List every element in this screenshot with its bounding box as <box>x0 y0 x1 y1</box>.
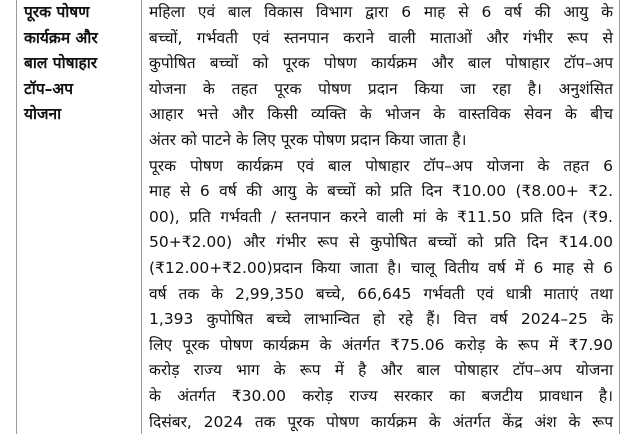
scheme-title-line: योजना <box>24 105 62 124</box>
paragraph-line: 50+₹2.00) और गंभीर रूप से कुपोषित बच्चों को प्रति दिन ₹14.00 <box>149 233 613 252</box>
paragraph-line: अंतर को पाटने के लिए पूरक पोषण प्रदान किया जाता है। <box>149 130 467 149</box>
paragraph-line: करोड़ राज्य भाग के रूप में है और बाल पोषाहार टॉप–अप योजना <box>149 361 613 380</box>
paragraph-line: 1,393 कुपोषित बच्चे लाभान्वित हो रहे हैं। वित्त वर्ष 2024–25 के <box>149 310 613 329</box>
paragraph-line: लिए पूरक पोषण कार्यक्रम के अंतर्गत ₹75.06 करोड़ के रूप में ₹7.90 <box>149 335 613 354</box>
scheme-title-line: बाल पोषाहार <box>24 54 98 73</box>
paragraph-line: बच्चों, गर्भवती एवं स्तनपान कराने वाली माताओं और गंभीर रूप से <box>149 28 613 47</box>
scheme-description-cell <box>149 0 613 434</box>
paragraph-line: के अंतर्गत ₹30.00 करोड़ राज्य सरकार का बजटीय प्रावधान है। <box>149 386 613 405</box>
scheme-table <box>16 0 620 434</box>
paragraph-line: योजना के तहत पूरक पोषण प्रदान किया जा रहा है। अनुशंसित <box>149 79 613 98</box>
scheme-title-line: टॉप–अप <box>24 79 74 98</box>
paragraph-line: महिला एवं बाल विकास विभाग द्वारा 6 माह से 6 वर्ष की आयु के <box>149 3 613 21</box>
scheme-title-line: पूरक पोषण <box>24 3 90 21</box>
description-paragraph-2 <box>149 154 613 434</box>
paragraph-line: दिसंबर, 2024 तक पूरक पोषण कार्यक्रम के अंतर्गत केंद्र अंश के रूप <box>149 412 613 431</box>
scheme-title-line: कार्यक्रम और <box>24 28 98 47</box>
paragraph-line: आहार भत्ते और किसी व्यक्ति के भोजन के वास्तविक सेवन के बीच <box>149 105 613 124</box>
column-divider <box>141 0 142 434</box>
paragraph-line: वर्ष तक के 2,99,350 बच्चे, 66,645 गर्भवती एवं धात्री माताएं तथा <box>149 284 613 303</box>
paragraph-line: पूरक पोषण कार्यक्रम एवं बाल पोषाहार टॉप–अप योजना के तहत 6 <box>149 156 613 175</box>
scheme-title-cell <box>24 0 136 128</box>
paragraph-line: 00), प्रति गर्भवती / स्तनपान करने वाली मां के ₹11.50 प्रति दिन (₹9. <box>149 207 613 226</box>
description-paragraph-1 <box>149 0 613 154</box>
paragraph-line: (₹12.00+₹2.00)प्रदान किया जाता है। चालू वितीय वर्ष में 6 माह से 6 <box>149 258 613 277</box>
paragraph-line: कुपोषित बच्चों को पूरक पोषण कार्यक्रम और बाल पोषाहार टॉप–अप <box>149 54 613 73</box>
paragraph-line: माह से 6 वर्ष की आयु के बच्चों को प्रति दिन ₹10.00 (₹8.00+ ₹2. <box>149 182 613 201</box>
